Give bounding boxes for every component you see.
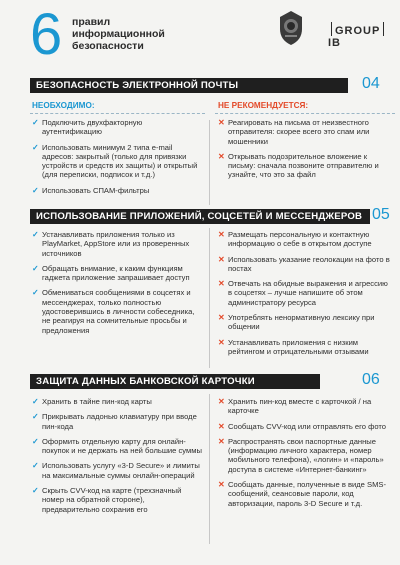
email-not-recommended-list (218, 118, 393, 186)
title-line: безопасности (72, 40, 144, 52)
section-number-05: 05 (372, 206, 390, 223)
column-divider (209, 394, 210, 544)
list-item-text: Обмениваться сообщениями в соцсетях и мессенджерах, только полностью удостоверившись в личности собеседника, не реагируя на сомнительные просьбы и предложения (42, 288, 195, 335)
divider (215, 113, 395, 114)
emblem-icon (277, 9, 305, 47)
list-item-text: Хранить пин-код вместе с карточкой / на карточке (228, 397, 372, 416)
list-item-text: Реагировать на письма от неизвестного отправителя: скорее всего это спам или мошенники (228, 118, 370, 146)
good-column-heading: НЕОБХОДИМО: (32, 101, 95, 110)
logo-divider (383, 22, 384, 36)
section-title-email: БЕЗОПАСНОСТЬ ЭЛЕКТРОННОЙ ПОЧТЫ (30, 78, 348, 93)
cross-icon: ✕ (218, 313, 225, 323)
list-item (32, 143, 204, 180)
section-title-bank-card: ЗАЩИТА ДАННЫХ БАНКОВСКОЙ КАРТОЧКИ (30, 374, 320, 389)
cross-icon: ✕ (218, 337, 225, 347)
cross-icon: ✕ (218, 436, 225, 446)
list-item (32, 412, 204, 431)
list-item (218, 313, 393, 332)
list-item-text: Распространять свои паспортные данные (информацию личного характера, номер мобильного телефона), «логин» и «пароль» доступа в системе «Интернет-банкинг» (228, 436, 384, 474)
cross-icon: ✕ (218, 151, 225, 161)
list-item (32, 486, 204, 514)
apps-not-recommended-list (218, 230, 393, 362)
cross-icon: ✕ (218, 118, 225, 127)
list-item-text: Употреблять ненормативную лексику при общении (228, 313, 375, 332)
column-divider (209, 120, 210, 205)
list-item-text: Скрыть CVV-код на карте (трехзначный номер на обратной стороне), предварительно сохранив его (42, 486, 182, 514)
check-icon: ✓ (32, 486, 39, 496)
list-item (218, 230, 393, 249)
list-item (218, 397, 393, 416)
logo-divider (331, 22, 332, 36)
check-icon: ✓ (32, 436, 39, 446)
list-item (218, 118, 393, 146)
list-item-text: Использовать услугу «3-D Secure» и лимиты на максимальные суммы онлайн-операций (42, 461, 200, 480)
list-item (32, 461, 204, 480)
check-icon: ✓ (32, 263, 39, 273)
list-item (218, 338, 393, 357)
list-item (218, 279, 393, 307)
bad-column-heading: НЕ РЕКОМЕНДУЕТСЯ: (218, 101, 309, 110)
brand-left: GROUP (335, 25, 381, 37)
list-item (218, 480, 393, 508)
list-item (218, 152, 393, 180)
list-item-text: Использовать указание геолокации на фото в постах (228, 254, 390, 273)
list-item-text: Подключить двухфакторную аутентификацию (42, 118, 143, 137)
list-item (32, 186, 204, 195)
list-item-text: Размещать персональную и контактную информацию о себе в открытом доступе (228, 230, 372, 249)
list-item (218, 255, 393, 274)
page-header (0, 0, 400, 68)
list-item-text: Прикрывать ладонью клавиатуру при вводе пин-кода (42, 412, 197, 431)
list-item-text: Устанавливать приложения только из PlayMarket, AppStore или из проверенных источников (42, 230, 190, 258)
list-item (32, 230, 204, 258)
cross-icon: ✕ (218, 254, 225, 264)
check-icon: ✓ (32, 230, 39, 239)
check-icon: ✓ (32, 142, 39, 152)
cross-icon: ✕ (218, 230, 225, 239)
list-item-text: Устанавливать приложения с низким рейтингом и отрицательными отзывами (228, 337, 369, 356)
email-recommended-list (32, 118, 204, 201)
cross-icon: ✕ (218, 421, 225, 431)
list-item-text: Открывать подозрительное вложение к письму: сначала позвоните отправителю и узнайте, что это за файл (228, 151, 379, 180)
list-item-text: Сообщать данные, полученные в виде SMS-сообщений, сеансовые пароли, код авторизации, пароль 3-D Secure и т.д. (228, 480, 386, 508)
check-icon: ✓ (32, 412, 39, 422)
list-item-text: Хранить в тайне пин-код карты (42, 397, 152, 406)
check-icon: ✓ (32, 461, 39, 471)
cross-icon: ✕ (218, 279, 225, 289)
bank-card-not-recommended-list (218, 397, 393, 514)
check-icon: ✓ (32, 118, 39, 127)
list-item-text: Использовать СПАМ-фильтры (42, 185, 150, 195)
bank-card-recommended-list (32, 397, 204, 520)
list-item (218, 437, 393, 474)
list-item (32, 288, 204, 334)
apps-recommended-list (32, 230, 204, 341)
brand-logo (328, 22, 400, 49)
list-item (32, 397, 204, 406)
list-item (32, 437, 204, 456)
section-number-06: 06 (362, 371, 380, 388)
section-title-apps: ИСПОЛЬЗОВАНИЕ ПРИЛОЖЕНИЙ, СОЦСЕТЕЙ И МЕССЕНДЖЕРОВ (30, 209, 370, 224)
cross-icon: ✕ (218, 480, 225, 490)
rules-count-number: 6 (30, 2, 63, 67)
check-icon: ✓ (32, 397, 39, 406)
brand-right: IB (328, 37, 341, 49)
section-number-04: 04 (362, 75, 380, 92)
check-icon: ✓ (32, 185, 39, 195)
divider (30, 113, 205, 114)
list-item-text: Отвечать на обидные выражения и агрессию в соцсетях – лучше напишите об этом администратору ресурса (228, 279, 388, 307)
title-line: правил (72, 16, 111, 28)
cross-icon: ✕ (218, 397, 225, 406)
list-item-text: Сообщать CVV-код или отправлять его фото (228, 421, 386, 431)
title-line: информационной (72, 28, 165, 40)
list-item (218, 422, 393, 431)
list-item (32, 118, 204, 137)
list-item-text: Обращать внимание, к каким функциям гаджета приложение запрашивает доступ (42, 263, 190, 283)
page-title (72, 16, 182, 52)
list-item-text: Оформить отдельную карту для онлайн-покупок и не держать на ней большие суммы (42, 436, 202, 456)
list-item (32, 264, 204, 283)
column-divider (209, 228, 210, 368)
list-item-text: Использовать минимум 2 типа e-mail адресов: закрытый (только для привязки устройств и средств их защиты) и открытый (для переписки, подписок и т.д.) (42, 142, 198, 180)
check-icon: ✓ (32, 288, 39, 298)
